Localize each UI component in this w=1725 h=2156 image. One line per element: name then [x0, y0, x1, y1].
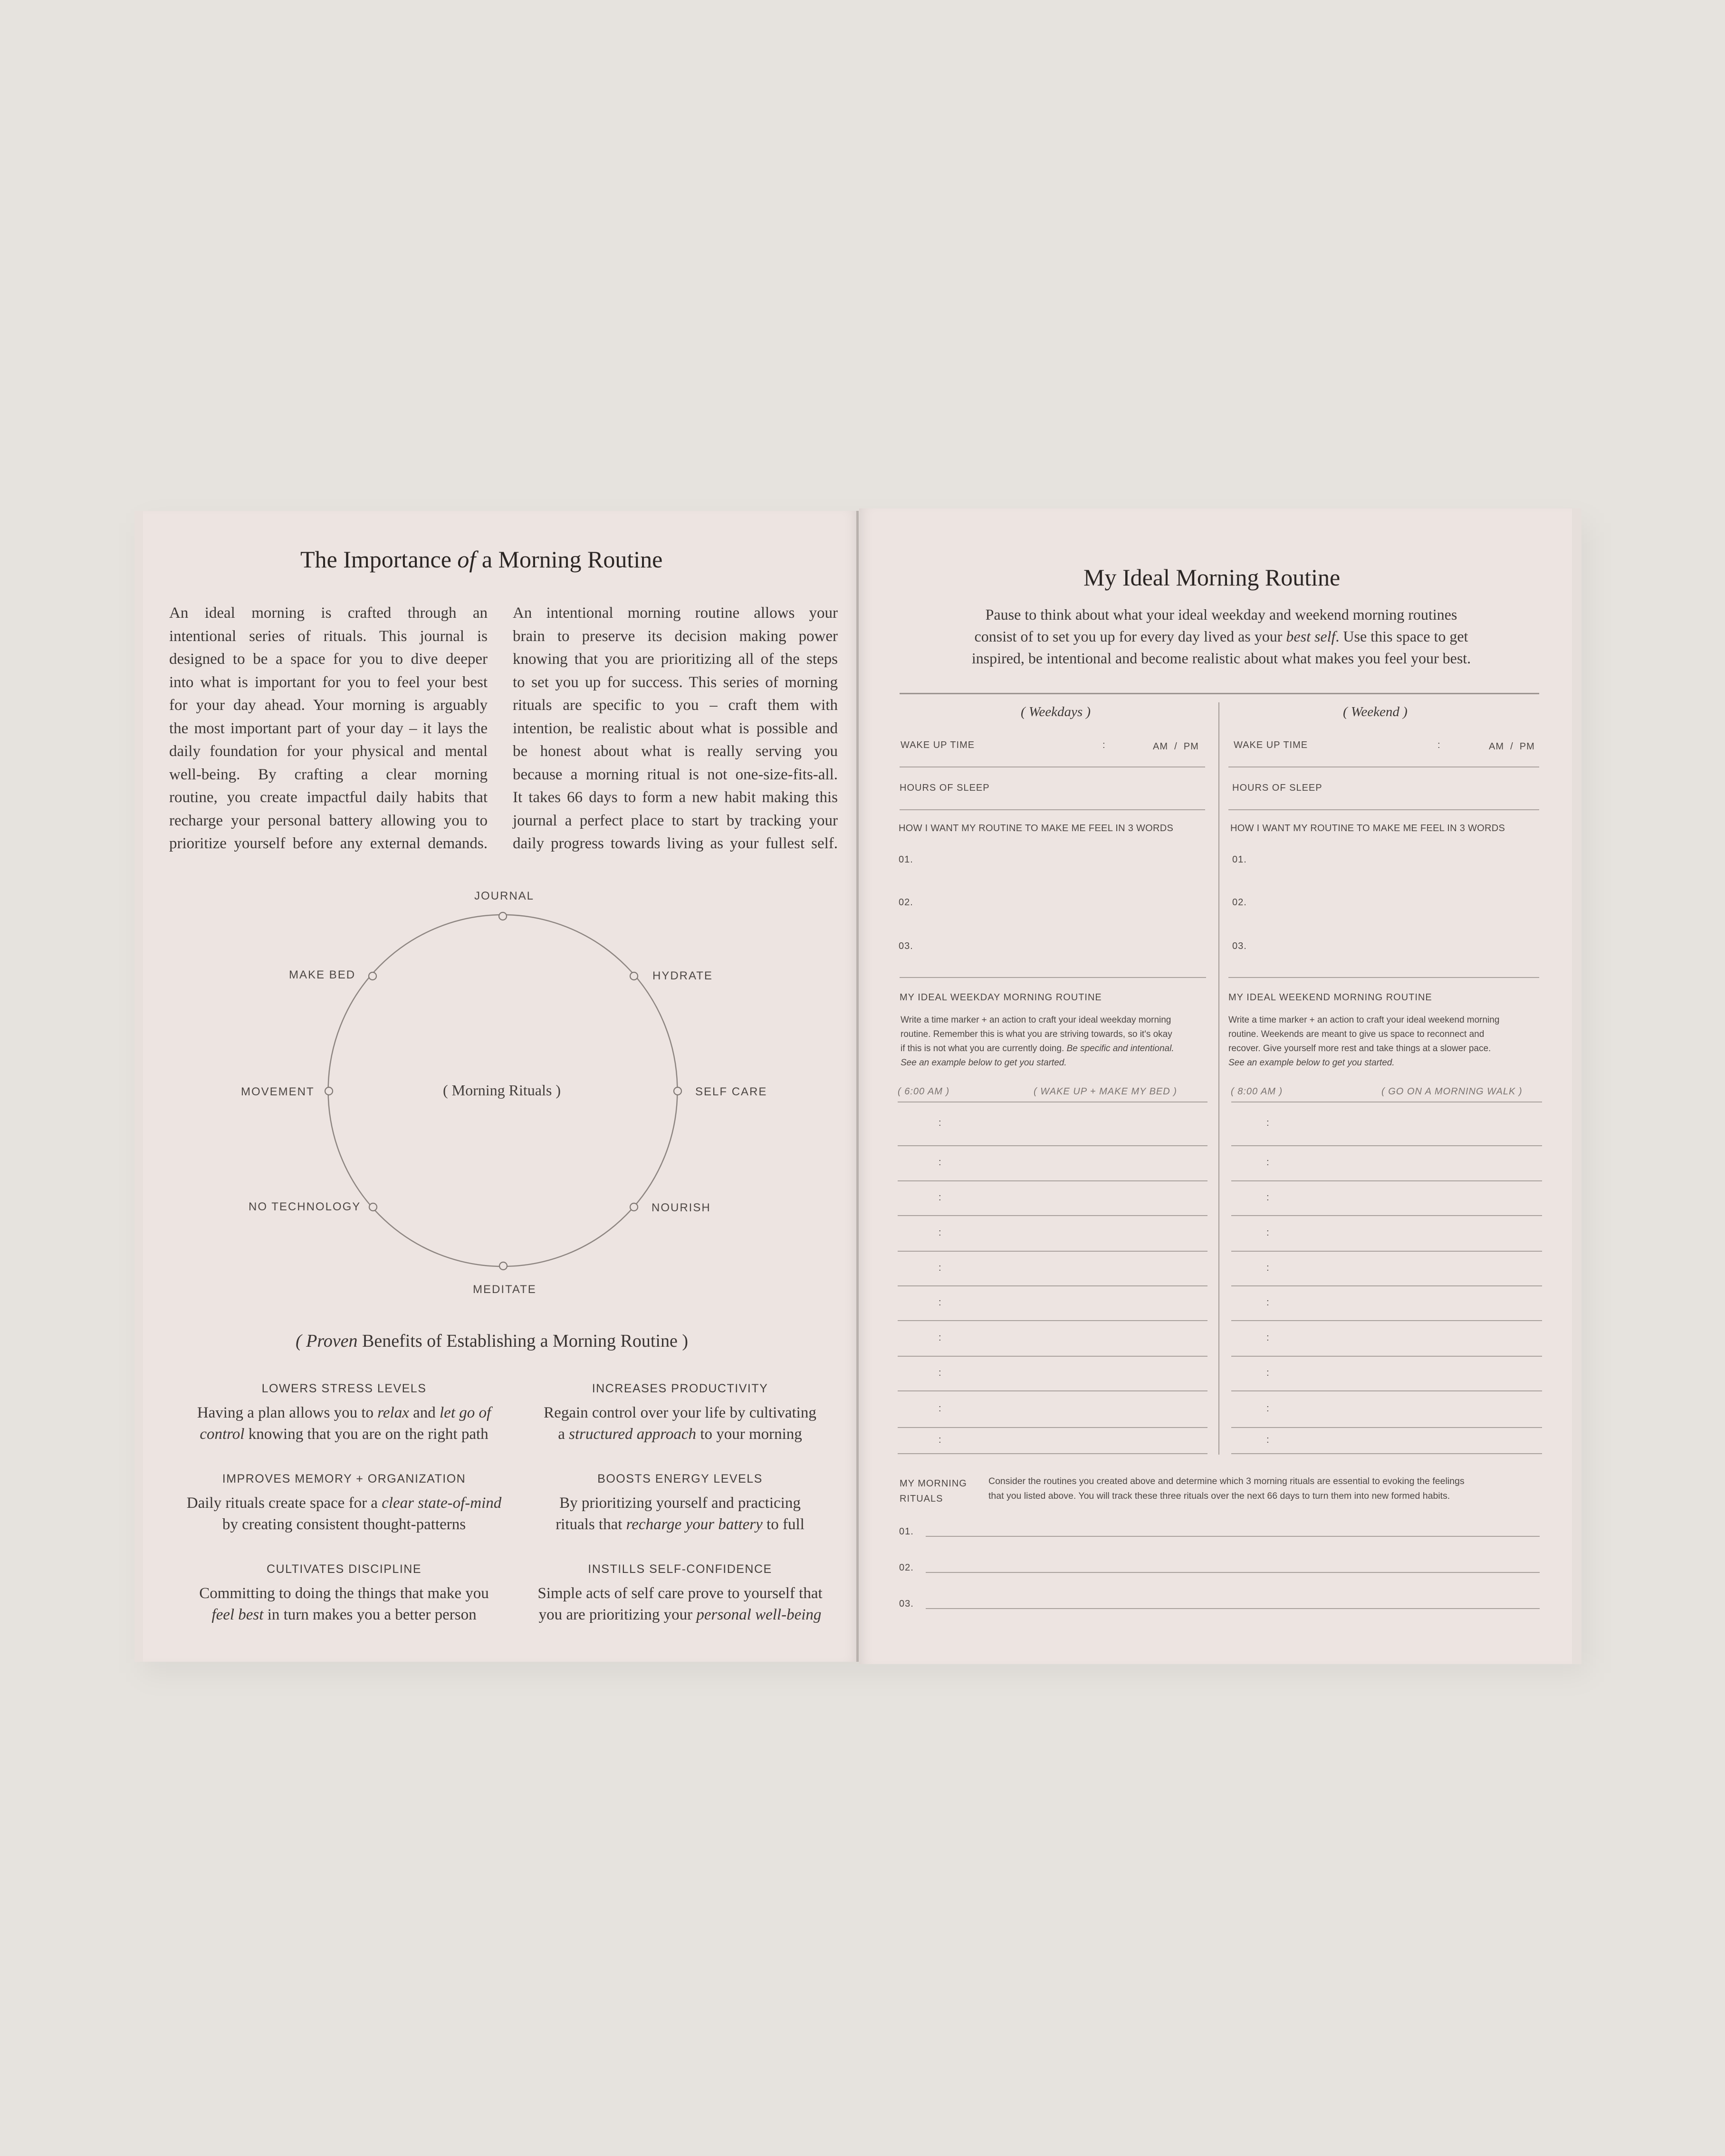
slot-rule: [898, 1251, 1208, 1252]
slot-rule: [1231, 1251, 1542, 1252]
slot-rule: [1231, 1390, 1542, 1391]
benefit-lowers-stress: LOWERS STRESS LEVELS Having a plan allows you to relax and let go of control knowing that you are on the right path: [197, 1382, 491, 1443]
weekday-instructions: Write a time marker + an action to craft your ideal weekday morning routine. Remember this is what you are striving towards, so it's okay if this is not what you are currently doing. Be specific and intentional. See an example below to get you started.: [901, 1015, 1174, 1068]
ritual-01-line[interactable]: [926, 1536, 1540, 1537]
slot-rule: [1231, 1453, 1542, 1454]
slot-rule: [1231, 1320, 1542, 1321]
weekday-wake-label: WAKE UP TIME: [901, 740, 975, 750]
slot-time-colon[interactable]: :: [1266, 1118, 1270, 1128]
slot-rule: [898, 1453, 1208, 1454]
book-spine: [856, 511, 859, 1662]
intro-column-1: An ideal morning is crafted through an intentional series of rituals. This journal is designed to be a space for you to dive deeper into what is important for you to feel your best for your day ahead. Your morning is arguably the most important part of your day – it lays the daily foundation for your physical and mental well-being. By crafting a clear morning routine, you create impactful daily habits that recharge your personal battery allowing you to prioritize yourself before any external demands.: [169, 604, 488, 852]
slot-rule: [898, 1180, 1208, 1181]
weekday-wake-colon: :: [1102, 740, 1106, 750]
slot-rule: [1231, 1215, 1542, 1216]
slot-time-colon[interactable]: :: [1266, 1297, 1270, 1308]
weekday-sleep-rule: [900, 809, 1205, 810]
slot-time-colon[interactable]: :: [1266, 1227, 1270, 1238]
benefit-increases-productivity: INCREASES PRODUCTIVITY Regain control over your life by cultivating a structured approach to your morning: [544, 1382, 816, 1443]
slot-time-colon[interactable]: :: [1266, 1263, 1270, 1273]
slot-time-colon[interactable]: :: [939, 1297, 942, 1308]
slot-rule: [1231, 1427, 1542, 1428]
node-label-no-technology: NO TECHNOLOGY: [249, 1200, 361, 1213]
weekday-example-time: ( 6:00 AM ): [898, 1086, 950, 1097]
rituals-label: MY MORNING RITUALS: [900, 1478, 967, 1504]
slot-time-colon[interactable]: :: [1266, 1157, 1270, 1168]
weekday-routine-label: MY IDEAL WEEKDAY MORNING ROUTINE: [900, 992, 1102, 1003]
node-journal-dot: [499, 912, 507, 920]
slot-rule: [898, 1427, 1208, 1428]
weekday-feel-01[interactable]: 01.: [899, 854, 913, 865]
node-label-nourish: NOURISH: [652, 1201, 711, 1214]
weekend-ampm: AM / PM: [1489, 741, 1535, 752]
slot-time-colon[interactable]: :: [939, 1227, 942, 1238]
ritual-02-line[interactable]: [926, 1572, 1540, 1573]
weekend-feel-03[interactable]: 03.: [1232, 941, 1247, 951]
section-top-rule: [900, 693, 1539, 694]
benefit-improves-memory: IMPROVES MEMORY + ORGANIZATION Daily rituals create space for a clear state-of-mind by creating consistent thought-patterns: [186, 1472, 502, 1533]
slot-time-colon[interactable]: :: [1266, 1332, 1270, 1343]
slot-rule: [898, 1356, 1208, 1357]
slot-rule: [898, 1215, 1208, 1216]
node-label-journal: JOURNAL: [474, 890, 535, 902]
weekend-wake-label: WAKE UP TIME: [1234, 740, 1308, 750]
benefits-title: ( Proven Benefits of Establishing a Morning Routine ): [296, 1331, 689, 1351]
column-divider: [1218, 702, 1219, 1455]
weekend-feel-02[interactable]: 02.: [1232, 897, 1247, 908]
slot-time-colon[interactable]: :: [939, 1332, 942, 1343]
ritual-01-label: 01.: [899, 1526, 914, 1537]
right-page-intro: Pause to think about what your ideal weekday and weekend morning routines consist of to set you up for every day lived as your best self. Use this space to get inspired, be intentional and become realistic about what makes you feel your best.: [971, 606, 1471, 667]
slot-rule: [1231, 1356, 1542, 1357]
slot-time-colon[interactable]: :: [939, 1368, 942, 1378]
intro-column-2: An intentional morning routine allows your brain to preserve its decision making power knowing that you are prioritizing all of the steps to set you up for success. This series of morning rituals are specific to you – craft them with intention, be realistic about what is possible and be honest about what is really serving you because a morning ritual is not one-size-fits-all. It takes 66 days to form a new habit making this journal a perfect place to start by tracking your daily progress towards living as your fullest self.: [513, 604, 838, 852]
weekday-feel-03[interactable]: 03.: [899, 941, 913, 951]
slot-time-colon[interactable]: :: [939, 1192, 942, 1203]
ritual-03-line[interactable]: [926, 1608, 1540, 1609]
slot-rule: [1231, 1180, 1542, 1181]
slot-rule: [898, 1285, 1208, 1286]
node-label-hydrate: HYDRATE: [652, 969, 713, 982]
weekend-routine-label: MY IDEAL WEEKEND MORNING ROUTINE: [1228, 992, 1432, 1003]
slot-time-colon[interactable]: :: [939, 1118, 942, 1128]
weekend-wake-colon: :: [1438, 740, 1441, 750]
weekend-example-action: ( GO ON A MORNING WALK ): [1381, 1086, 1523, 1097]
node-label-make-bed: MAKE BED: [289, 968, 356, 981]
benefit-cultivates-discipline: CULTIVATES DISCIPLINE Committing to doing the things that make you feel best in turn makes you a better person: [199, 1562, 489, 1623]
weekdays-heading: ( Weekdays ): [1021, 704, 1091, 719]
benefit-boosts-energy: BOOSTS ENERGY LEVELS By prioritizing yourself and practicing rituals that recharge your battery to full: [556, 1472, 805, 1533]
node-label-meditate: MEDITATE: [473, 1283, 537, 1296]
ritual-03-label: 03.: [899, 1599, 914, 1609]
diagram-center-label: ( Morning Rituals ): [443, 1082, 561, 1099]
slot-time-colon[interactable]: :: [939, 1403, 942, 1414]
weekend-feel-01[interactable]: 01.: [1232, 854, 1247, 865]
slot-rule: [898, 1320, 1208, 1321]
weekday-feel-label: HOW I WANT MY ROUTINE TO MAKE ME FEEL IN 3 WORDS: [899, 823, 1174, 834]
rituals-instructions: Consider the routines you created above and determine which 3 morning rituals are essential to evoking the feelings that you listed above. You will track these three rituals over the next 66 days to turn them into new formed habits.: [988, 1476, 1465, 1501]
weekend-feel-label: HOW I WANT MY ROUTINE TO MAKE ME FEEL IN 3 WORDS: [1230, 823, 1505, 834]
left-page-title: The Importance of a Morning Routine: [300, 546, 663, 573]
slot-rule: [1231, 1285, 1542, 1286]
weekend-sleep-rule: [1228, 809, 1539, 810]
ritual-02-label: 02.: [899, 1562, 914, 1573]
weekday-ampm: AM / PM: [1153, 741, 1199, 752]
weekend-heading: ( Weekend ): [1343, 704, 1408, 719]
slot-time-colon[interactable]: :: [1266, 1403, 1270, 1414]
weekday-feel-rule: [900, 977, 1206, 978]
weekday-example-action: ( WAKE UP + MAKE MY BED ): [1034, 1086, 1177, 1097]
slot-time-colon[interactable]: :: [1266, 1368, 1270, 1378]
weekend-instructions: Write a time marker + an action to craft your ideal weekend morning routine. Weekends are meant to give us space to reconnect and recover. Give yourself more rest and take things at a slower pace. See an example below to get you started.: [1228, 1015, 1500, 1068]
slot-time-colon[interactable]: :: [1266, 1435, 1270, 1445]
weekday-feel-02[interactable]: 02.: [899, 897, 913, 908]
weekend-feel-rule: [1228, 977, 1539, 978]
slot-time-colon[interactable]: :: [939, 1157, 942, 1168]
slot-time-colon[interactable]: :: [939, 1435, 942, 1445]
node-label-self-care: SELF CARE: [695, 1085, 767, 1098]
slot-time-colon[interactable]: :: [939, 1263, 942, 1273]
slot-rule: [898, 1390, 1208, 1391]
node-label-movement: MOVEMENT: [241, 1085, 315, 1098]
slot-time-colon[interactable]: :: [1266, 1192, 1270, 1203]
weekday-sleep-label: HOURS OF SLEEP: [900, 783, 990, 793]
benefit-instills-confidence: INSTILLS SELF-CONFIDENCE Simple acts of self care prove to yourself that you are prioritizing your personal well-being: [537, 1562, 823, 1623]
slot-rule: [898, 1145, 1208, 1146]
weekend-example-time: ( 8:00 AM ): [1231, 1086, 1283, 1097]
right-page-title: My Ideal Morning Routine: [1083, 564, 1341, 591]
weekend-sleep-label: HOURS OF SLEEP: [1232, 783, 1322, 793]
slot-rule: [1231, 1145, 1542, 1146]
